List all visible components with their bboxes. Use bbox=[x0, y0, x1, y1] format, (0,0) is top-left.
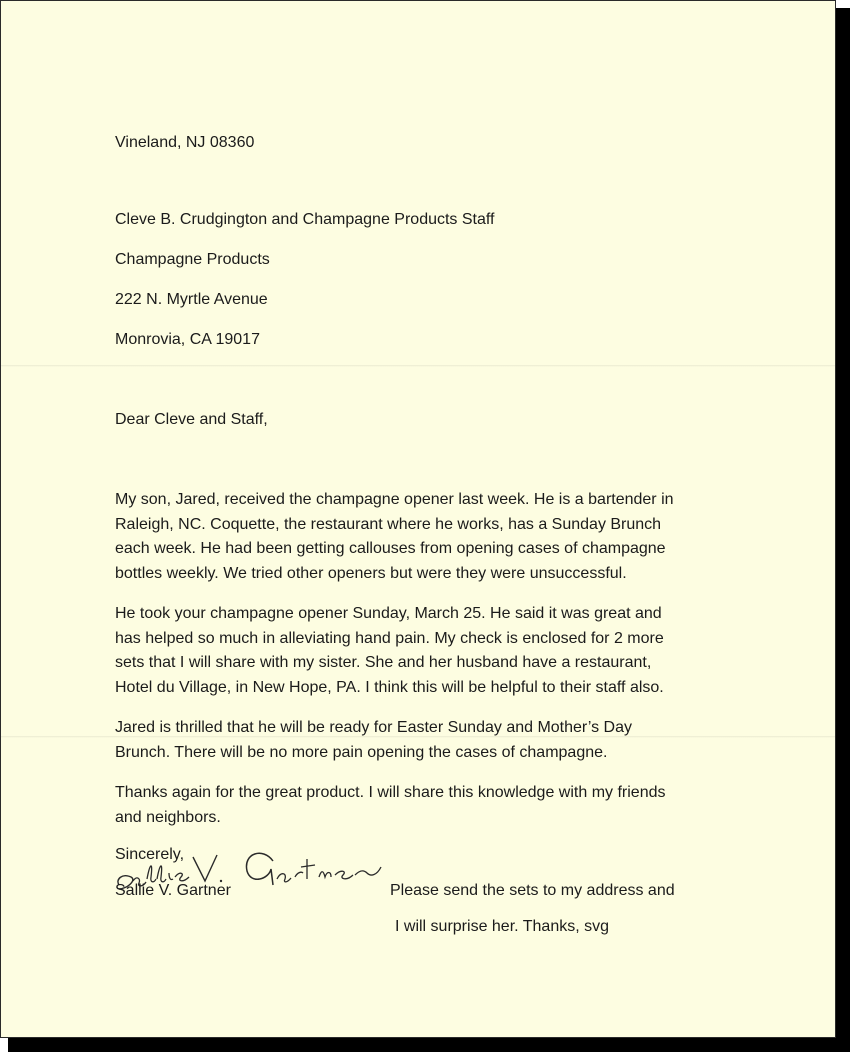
paragraph-line: He took your champagne opener Sunday, March 25. He said it was great and bbox=[115, 605, 662, 622]
paragraph-line: Raleigh, NC. Coquette, the restaurant where he works, has a Sunday Brunch bbox=[115, 515, 662, 533]
paragraph-line: each week. He had been getting callouses from opening cases of champagne bbox=[115, 540, 666, 557]
paragraph-line: Hotel du Village, in New Hope, PA. I think this will be helpful to their staff also. bbox=[115, 678, 664, 696]
paragraph-line: My son, Jared, received the champagne opener last week. He is a bartender in bbox=[115, 491, 674, 508]
paper-fold-line bbox=[1, 365, 835, 367]
body-paragraph-2 bbox=[115, 602, 755, 700]
recipient-line-1: Cleve B. Crudgington and Champagne Products Staff bbox=[115, 211, 495, 228]
paragraph-line: bottles weekly. We tried other openers but were they were unsuccessful. bbox=[115, 564, 627, 582]
signer-name: Sallie V. Gartner bbox=[115, 882, 231, 899]
recipient-line-3: 222 N. Myrtle Avenue bbox=[115, 291, 268, 308]
recipient-line-4: Monrovia, CA 19017 bbox=[115, 331, 260, 348]
body-paragraph-1 bbox=[115, 488, 755, 586]
page-shadow-right bbox=[835, 8, 850, 1052]
bleed-through-text bbox=[641, 861, 761, 949]
paragraph-line: Brunch. There will be no more pain opening the cases of champagne. bbox=[115, 743, 608, 761]
paragraph-line: Jared is thrilled that he will be ready for Easter Sunday and Mother’s Day bbox=[115, 719, 633, 736]
page-shadow-bottom bbox=[8, 1037, 850, 1052]
paragraph-line: Thanks again for the great product. I will share this knowledge with my friends bbox=[115, 784, 666, 801]
body-paragraph-3 bbox=[115, 716, 755, 765]
postscript-line-1: Please send the sets to my address and bbox=[390, 882, 675, 899]
body-paragraph-4 bbox=[115, 781, 755, 830]
closing: Sincerely, bbox=[115, 846, 185, 863]
paragraph-line: and neighbors. bbox=[115, 808, 221, 826]
recipient-line-2: Champagne Products bbox=[115, 251, 270, 268]
paragraph-line: has helped so much in alleviating hand pain. My check is enclosed for 2 more bbox=[115, 629, 664, 647]
salutation: Dear Cleve and Staff, bbox=[115, 411, 268, 428]
sender-address: Vineland, NJ 08360 bbox=[115, 134, 255, 151]
postscript-line-2: I will surprise her. Thanks, svg bbox=[395, 918, 610, 935]
paragraph-line: sets that I will share with my sister. She and her husband have a restaurant, bbox=[115, 654, 652, 671]
